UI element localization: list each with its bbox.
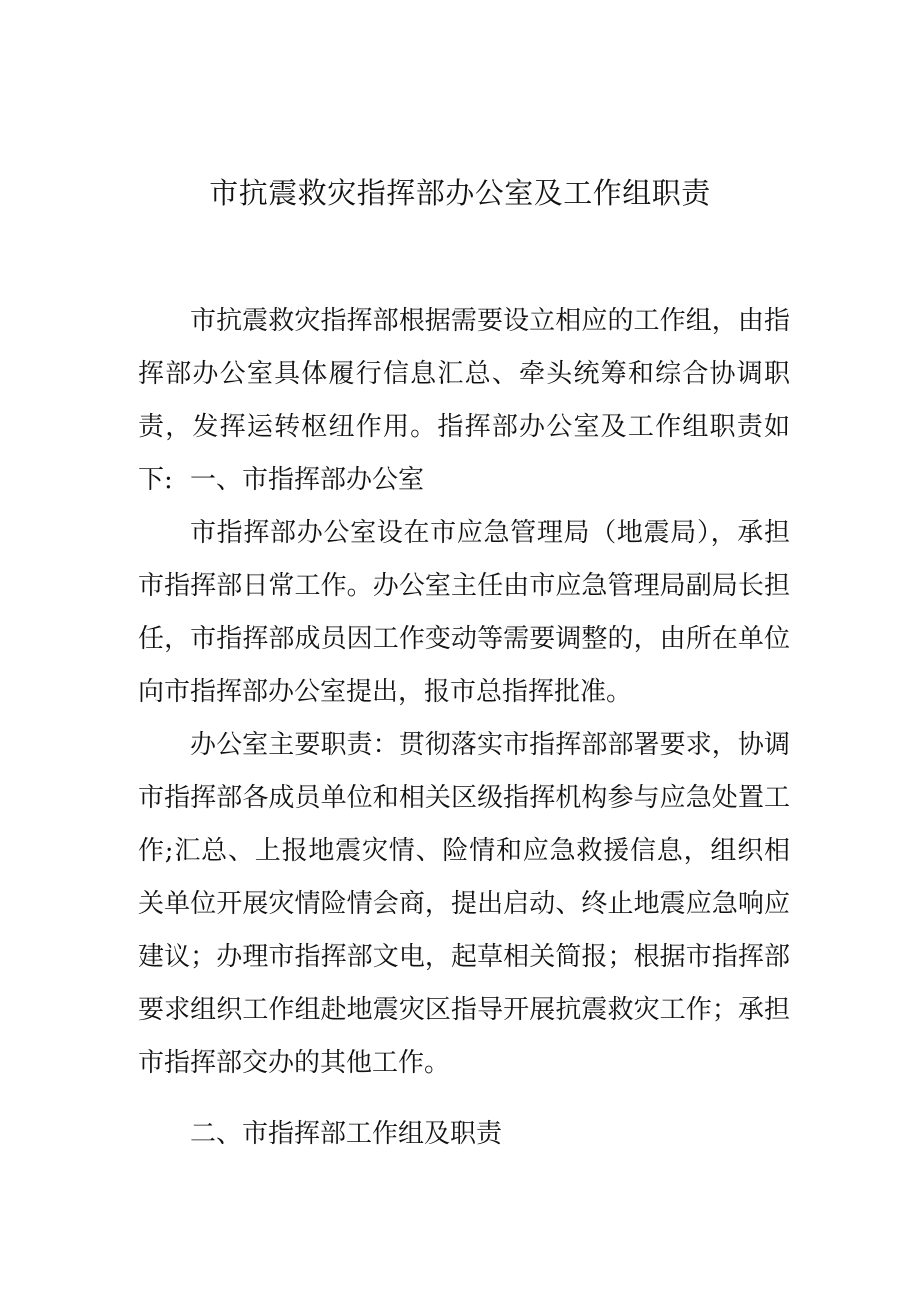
section-one-heading: 一、市指挥部办公室 bbox=[190, 465, 425, 495]
document-title: 市抗震救灾指挥部办公室及工作组职责 bbox=[209, 176, 711, 210]
section-two-heading: 二、市指挥部工作组及职责 bbox=[190, 1119, 503, 1149]
duties-paragraph: 办公室主要职责：贯彻落实市指挥部部署要求，协调市指挥部各成员单位和相关区级指挥机构参与应急处置工作;汇总、上报地震灾情、险情和应急救援信息，组织相关单位开展灾情险情会商，提出启动、终止地震应急响应建议；办理市指挥部文电，起草相关简报；根据市指挥部要求组织工作组赴地震灾区指导开展抗震救灾工作；承担市指挥部交办的其他工作。 bbox=[138, 730, 790, 1078]
office-paragraph: 市指挥部办公室设在市应急管理局（地震局），承担市指挥部日常工作。办公室主任由市应急管理局副局长担任，市指挥部成员因工作变动等需要调整的，由所在单位向市指挥部办公室提出，报市总指挥批准。 bbox=[138, 518, 790, 707]
intro-paragraph: 市抗震救灾指挥部根据需要设立相应的工作组，由指挥部办公室具体履行信息汇总、牵头统筹和综合协调职责，发挥运转枢纽作用。指挥部办公室及工作组职责如下: bbox=[138, 306, 790, 495]
